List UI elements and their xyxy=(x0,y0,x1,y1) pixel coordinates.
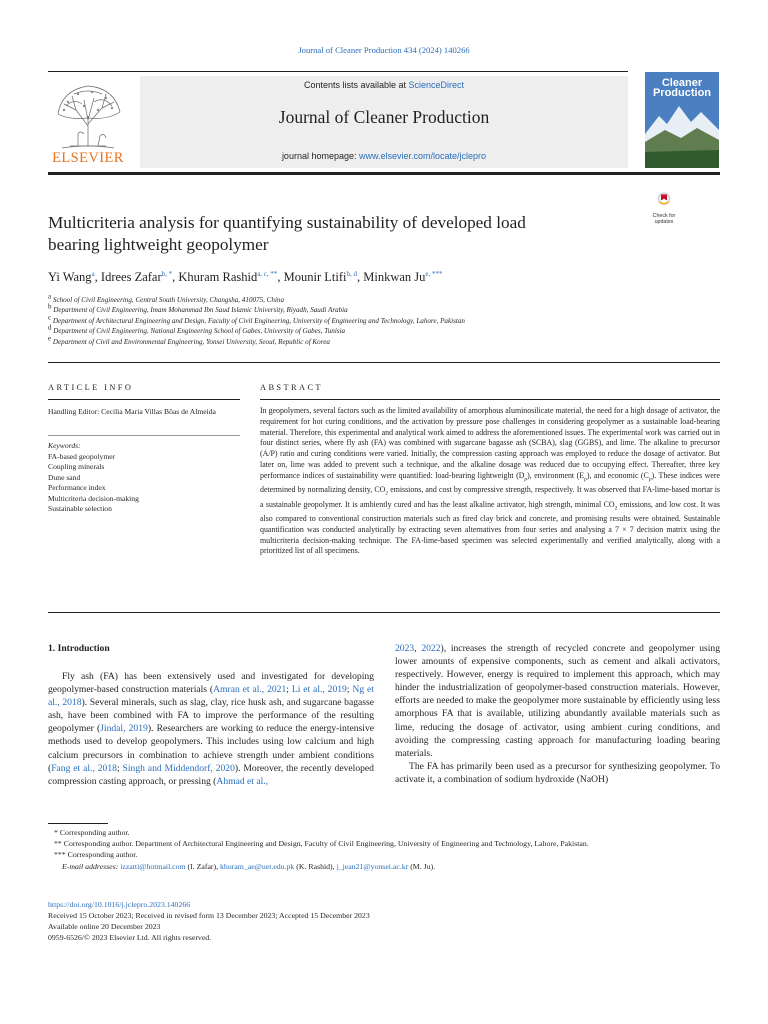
keyword-item: Coupling minerals xyxy=(48,462,105,471)
masthead-bottom-rule xyxy=(48,172,720,175)
publication-info xyxy=(48,899,720,943)
keyword-item: Dune sand xyxy=(48,472,81,482)
keywords-heading: Keywords: xyxy=(48,441,81,450)
received-dates: Received 15 October 2023; Received in revised form 13 December 2023; Accepted 15 December 2023 xyxy=(48,911,370,920)
citation-link[interactable]: Jindal, 2019 xyxy=(100,723,148,735)
affiliation-list xyxy=(48,292,718,347)
keywords-rule xyxy=(48,435,240,436)
keywords-block xyxy=(48,441,238,515)
available-online-date: Available online 20 December 2023 xyxy=(48,922,161,931)
doi-link[interactable]: https://doi.org/10.1016/j.jclepro.2023.140266 xyxy=(48,900,191,909)
journal-cover[interactable] xyxy=(645,72,719,168)
citation-link[interactable]: 2023 xyxy=(395,643,415,654)
intro-paragraph: Fly ash (FA) has been extensively used and investigated for developing geopolymer-based construction materials (Amran et al., 2021; Li et al., 2019; Ng et al., 2018). Several minerals, such as slag, clay, rice husk ash, and sugarcane bagasse ash, have been combined with FA to improve the performance of the resulting geopolymer (Jindal, 2019). Researchers are working to reduce the energy-intensive methods used to develop geopolymers. This includes using low calcium and high calcium precursors in combination to achieve strength under ambient conditions (Fang et al., 2018; Singh and Middendorf, 2020). Moreover, the recently developed compression casting approach, or pressing (Ahmad et al., xyxy=(48,671,374,787)
intro-paragraph-continued: 2023, 2022), increases the strength of recycled concrete and geopolymer using lower amounts of expensive components, such as cement and alkali activators, respectively. However, energy is required to implement this approach, which may hinder the industrialization of geopolymer-based construction materials. However, efforts are needed to make the geopolymer more sustainable by efficiently using less amorphous FA that is available, utilizing abundantly available materials such as lime, reducing the dosage of activator, using ambient curing conditions, and avoiding the compressing casting approach for manufacturing loading bearing materials. xyxy=(395,643,720,759)
abstract-heading: ABSTRACT xyxy=(260,383,323,392)
masthead-top-rule xyxy=(48,71,628,72)
keyword-item: FA-based geopolymer xyxy=(48,451,116,461)
homepage-line: journal homepage: www.elsevier.com/locate/jclepro xyxy=(281,151,487,161)
author-affiliation-mark[interactable]: a xyxy=(91,269,95,278)
citation-link[interactable]: Fang et al., 2018 xyxy=(51,762,117,774)
footnote-rule xyxy=(48,823,108,824)
keyword-item: Performance index xyxy=(48,483,106,492)
elsevier-wordmark: ELSEVIER xyxy=(52,150,124,166)
journal-name: Journal of Cleaner Production xyxy=(278,107,490,127)
email-link[interactable]: j_jean21@yonsei.ac.kr xyxy=(336,861,409,871)
article-info-rule xyxy=(48,399,240,400)
footnote-item: * Corresponding author. xyxy=(54,828,130,837)
introduction-right-column xyxy=(395,642,720,786)
author-affiliation-mark[interactable]: a, c, ** xyxy=(257,269,278,278)
author-affiliation-mark[interactable]: b, d xyxy=(346,269,358,278)
author-affiliation-mark[interactable]: b, * xyxy=(161,269,173,278)
author-list: Yi Wang$^a$, Idrees Zafar$^{b, *}$, Khuram Rashid$^{a, c, **}$, Mounir Ltifi$^{b, d}$, Minkwan $Ju^{e, ***}$ xyxy=(48,269,443,284)
citation-link[interactable]: Ng et al., 2018 xyxy=(48,684,374,709)
contents-line: Contents lists available at ScienceDirect xyxy=(303,80,465,90)
footnote-item: ** Corresponding author. Department of Architectural Engineering and Design, Faculty of Civil Engineering, University of Engineering and Technology, Lahore, Pakistan. xyxy=(54,839,589,849)
affiliation-item: $^e$ Department of Civil and Environmental Engineering, Yonsei University, Seoul, Republic of Korea xyxy=(48,334,330,346)
keyword-item: Sustainable selection xyxy=(48,504,112,513)
email-addresses: E-mail addresses: izzatti@hotmail.com (I. Zafar), khuram_ae@uet.edu.pk (K. Rashid), j_jean21@yonsei.ac.kr (M. Ju). xyxy=(62,861,436,871)
handling-editor: Handling Editor: Cecilia Maria Villas Bôas de Almeida xyxy=(48,407,216,416)
citation-link[interactable]: Li et al., 2019 xyxy=(291,684,347,696)
author-name: Mounir Ltifi xyxy=(283,270,347,284)
abstract-bottom-rule xyxy=(48,612,720,613)
email-link[interactable]: izzatti@hotmail.com xyxy=(120,861,186,871)
article-info-heading: ARTICLE INFO xyxy=(48,383,134,392)
introduction-left-column xyxy=(48,670,374,788)
author-name: Minkwan Ju xyxy=(363,270,426,284)
affiliation-item: $^a$ School of Civil Engineering, Central South University, Changsha, 410075, China xyxy=(48,292,285,304)
footnotes xyxy=(48,827,720,872)
check-for-updates-icon[interactable] xyxy=(648,192,680,214)
homepage-link[interactable]: www.elsevier.com/locate/jclepro xyxy=(359,151,487,161)
keyword-item: Multicriteria decision-making xyxy=(48,493,139,503)
check-for-updates-label[interactable]: Check for updates xyxy=(652,213,676,225)
email-link[interactable]: khuram_ae@uet.edu.pk xyxy=(220,861,295,871)
abstract-rule xyxy=(260,399,720,400)
author-name: Khuram Rashid xyxy=(178,270,258,284)
intro-paragraph: The FA has primarily been used as a precursor for synthesizing geopolymer. To activate it, a combination of sodium hydroxide (NaOH) xyxy=(395,760,720,785)
cover-title: Cleaner Production xyxy=(652,77,712,99)
citation-link[interactable]: Singh and Middendorf, 2020 xyxy=(122,762,235,774)
introduction-heading: 1. Introduction xyxy=(48,643,110,654)
abstract-text: In geopolymers, several factors such as the limited availability of amorphous aluminosilicate material, the need for a high dosage of activator, the requirement for hot curing conditions, and the activation by pressure pose challenges in considering geopolymer as a sustainable load-bearing material. Therefore, this experimental and analytical work aimed to address the aforementioned issues. The experimental work was carried out in four distinct series, where fly ash (FA) was combined with sugarcane bagasse ash (SCBA), slag (GGBS), and lime. The alkaline to precursor (A/P) ratio and curing conditions were varied. Initially, the compression casting approach was employed to reduce the dosage of activator. But later on, lime was added to prevent such a technique, and the alkaline dosage was reduced due to occupying effect. Thereafter, three key performance indices of sustainability were quantified: load-bearing lightweight $(D_p)$, environment $(E_p)$, and economic $(C_p)$. These indices were determined by normalizing density, $CO_2$ emissions, and cost by compressive strength, respectively. It was observed that FA-lime-based mortar is a sustainable geopolymer. It is ambiently cured and has the least alkaline activator, high strength, minimal $CO_2$ emissions, and low cost. It was also compared to conventional construction materials such as fired clay brick and concrete, and promising results were obtained. Sustainable quantification was conducted analytically by extracting seven alternatives from four series and analysing a 7 × 7 decision matrix using the multicriteria decision-making technique. The FA-lime-based specimen was selected experimentally and verified analytically, along with a prioritized list of all specimens. xyxy=(260,406,721,556)
author-name: Yi Wang xyxy=(48,270,92,284)
footnote-item: *** Corresponding author. xyxy=(54,850,138,860)
article-title: Multicriteria analysis for quantifying sustainability of developed load bearing lightweight geopolymer xyxy=(48,213,526,254)
affiliation-rule xyxy=(48,362,720,363)
citation-link[interactable]: Ahmad et al., xyxy=(216,775,269,787)
affiliation-item: $^b$ Department of Civil Engineering, Imam Mohammad Ibn Saud Islamic University, Riyadh, Saudi Arabia xyxy=(48,303,348,315)
copyright-line: 0959-6526/© 2023 Elsevier Ltd. All rights reserved. xyxy=(48,933,212,942)
affiliation-item: $^c$ Department of Architectural Engineering and Design, Faculty of Civil Engineering, University of Engineering and Technology, Lahore, Pakistan xyxy=(48,313,465,325)
author-affiliation-mark[interactable]: e, *** xyxy=(425,269,443,278)
affiliation-item: $^d$ Department of Civil Engineering, National Engineering School of Gabes, University of Gabes, Tunisia xyxy=(48,323,346,336)
journal-citation[interactable]: Journal of Cleaner Production 434 (2024) 140266 xyxy=(298,45,470,55)
author-name: Idrees Zafar xyxy=(100,270,162,284)
citation-link[interactable]: Amran et al., 2021 xyxy=(213,684,287,696)
sciencedirect-link[interactable]: ScienceDirect xyxy=(408,80,465,90)
citation-link[interactable]: 2022 xyxy=(421,643,441,654)
